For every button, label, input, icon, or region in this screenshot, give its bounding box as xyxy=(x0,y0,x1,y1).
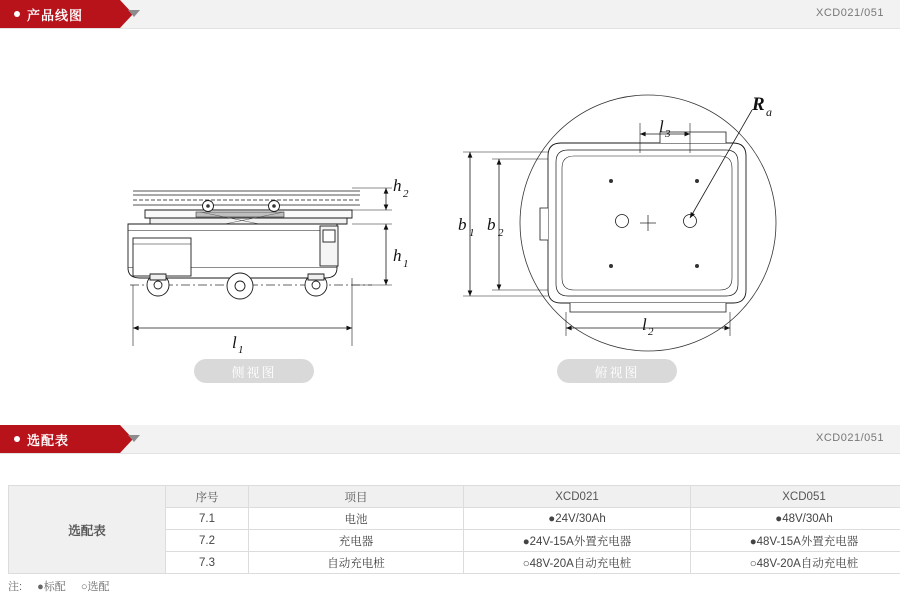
cell-item: 充电器 xyxy=(249,530,464,552)
dim-label-b1: b xyxy=(458,215,467,234)
dim-label-l1-sub: 1 xyxy=(238,344,244,356)
dim-label-ra: R xyxy=(752,94,765,115)
dim-label-ra-sub: a xyxy=(766,105,772,119)
chevron-down-icon-options[interactable] xyxy=(128,435,140,442)
bullet-icon xyxy=(14,11,20,17)
dim-label-l1: l xyxy=(232,333,237,352)
top-view-label: 俯视图 xyxy=(557,359,677,383)
note-prefix: 注: xyxy=(8,581,23,593)
top-view-drawing xyxy=(463,95,776,351)
table-header-no: 序号 xyxy=(166,486,249,508)
table-header-item: 项目 xyxy=(249,486,464,508)
cell-xcd051: ○48V-20A自动充电桩 xyxy=(691,552,900,574)
dim-label-b1-sub: 1 xyxy=(469,227,475,239)
dim-label-b2: b xyxy=(487,215,496,234)
cell-xcd051: ●48V/30Ah xyxy=(691,508,900,530)
cell-xcd021: ●24V/30Ah xyxy=(464,508,691,530)
bullet-icon xyxy=(14,436,20,442)
cell-xcd021: ●24V-15A外置充电器 xyxy=(464,530,691,552)
section-header-red-tab xyxy=(0,0,120,28)
options-table-row-label: 选配表 xyxy=(9,486,166,574)
dim-label-b2-sub: 2 xyxy=(498,227,504,239)
section-title-product: 产品线图 xyxy=(27,7,84,23)
dim-label-h1-sub: 1 xyxy=(403,258,409,270)
dim-label-h1: h xyxy=(393,246,402,265)
technical-drawing-area xyxy=(0,28,900,396)
dim-label-l2: l xyxy=(642,315,647,334)
dim-label-h2: h xyxy=(393,176,402,195)
drawing-svg xyxy=(0,28,900,396)
cell-xcd021: ○48V-20A自动充电桩 xyxy=(464,552,691,574)
cell-no: 7.2 xyxy=(166,530,249,552)
cell-item: 自动充电桩 xyxy=(249,552,464,574)
dim-label-l3: l xyxy=(659,117,664,136)
cell-no: 7.1 xyxy=(166,508,249,530)
section-header-product xyxy=(0,0,900,28)
table-row-header xyxy=(9,486,900,508)
dim-label-h2-sub: 2 xyxy=(403,188,409,200)
options-table xyxy=(8,485,900,574)
section-header-options xyxy=(0,425,900,453)
note-standard: ●标配 xyxy=(37,581,66,593)
section-header-red-tab-options xyxy=(0,425,120,453)
side-view-drawing xyxy=(128,188,392,346)
chevron-down-icon[interactable] xyxy=(128,10,140,17)
legend-note xyxy=(8,578,122,594)
section-code-product: XCD021/051 xyxy=(816,7,884,19)
options-table-wrapper xyxy=(8,485,892,574)
cell-no: 7.3 xyxy=(166,552,249,574)
table-header-xcd021: XCD021 xyxy=(464,486,691,508)
section-title-options: 选配表 xyxy=(27,432,70,448)
cell-item: 电池 xyxy=(249,508,464,530)
side-view-label: 侧视图 xyxy=(194,359,314,383)
dim-label-l3-sub: 3 xyxy=(665,128,671,140)
note-optional: ○选配 xyxy=(80,581,110,593)
table-header-xcd051: XCD051 xyxy=(691,486,900,508)
section-code-options: XCD021/051 xyxy=(816,432,884,444)
cell-xcd051: ●48V-15A外置充电器 xyxy=(691,530,900,552)
dim-label-l2-sub: 2 xyxy=(648,326,654,338)
